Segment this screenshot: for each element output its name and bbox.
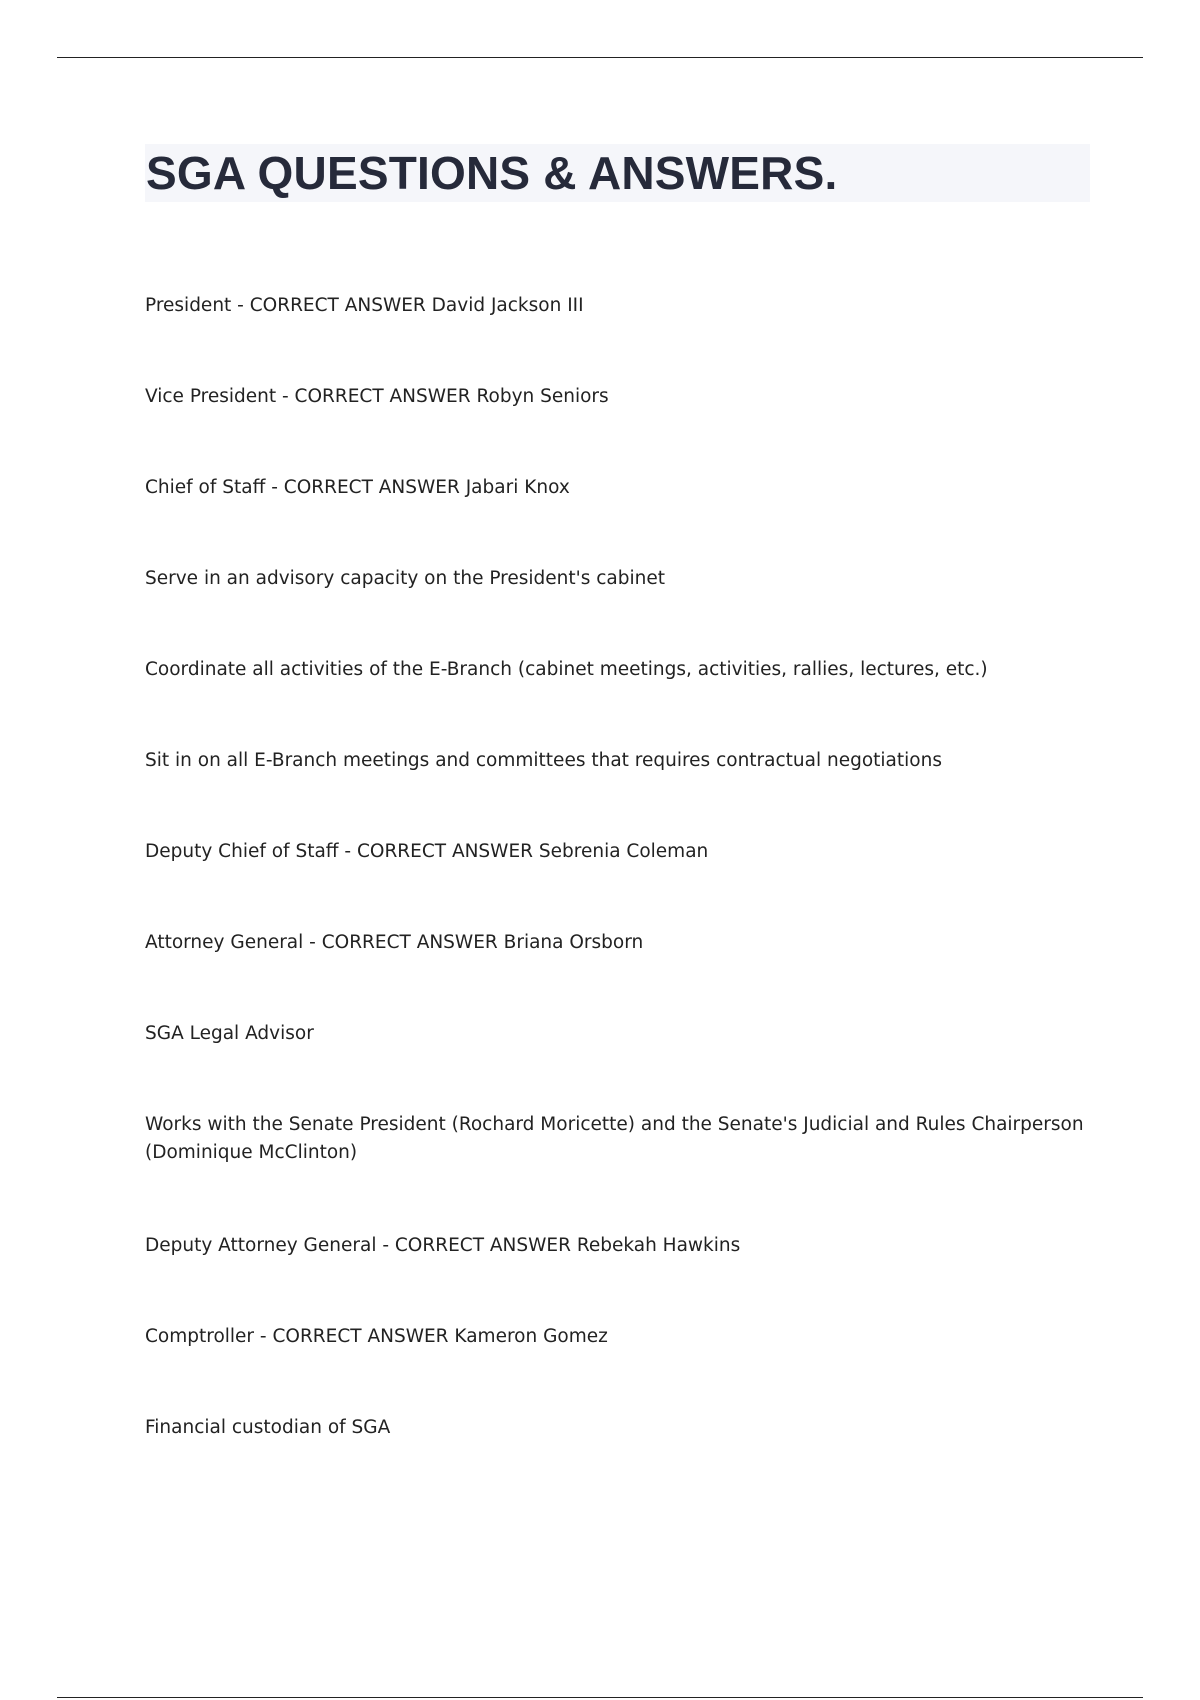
qa-entry: Coordinate all activities of the E-Branch (cabinet meetings, activities, rallies, lectures, etc.) (145, 659, 988, 680)
qa-entry: Vice President - CORRECT ANSWER Robyn Seniors (145, 386, 609, 407)
qa-entry: Comptroller - CORRECT ANSWER Kameron Gomez (145, 1326, 608, 1347)
qa-entry: Serve in an advisory capacity on the President's cabinet (145, 568, 665, 589)
qa-entry: Attorney General - CORRECT ANSWER Briana Orsborn (145, 932, 644, 953)
document-title: SGA QUESTIONS & ANSWERS. (146, 147, 838, 199)
qa-entry: Deputy Chief of Staff - CORRECT ANSWER Sebrenia Coleman (145, 841, 709, 862)
qa-entry: SGA Legal Advisor (145, 1023, 314, 1044)
qa-entry: Financial custodian of SGA (145, 1417, 391, 1438)
bottom-rule (57, 1697, 1143, 1698)
qa-entry: Deputy Attorney General - CORRECT ANSWER Rebekah Hawkins (145, 1235, 741, 1256)
qa-entry: President - CORRECT ANSWER David Jackson III (145, 295, 584, 316)
qa-entry: Sit in on all E-Branch meetings and committees that requires contractual negotiations (145, 750, 942, 771)
top-rule (57, 57, 1143, 58)
qa-entry: Chief of Staff - CORRECT ANSWER Jabari Knox (145, 477, 570, 498)
qa-entry: Works with the Senate President (Rochard Moricette) and the Senate's Judicial and Rules Chairperson (Dominique McClinton) (145, 1114, 1084, 1163)
